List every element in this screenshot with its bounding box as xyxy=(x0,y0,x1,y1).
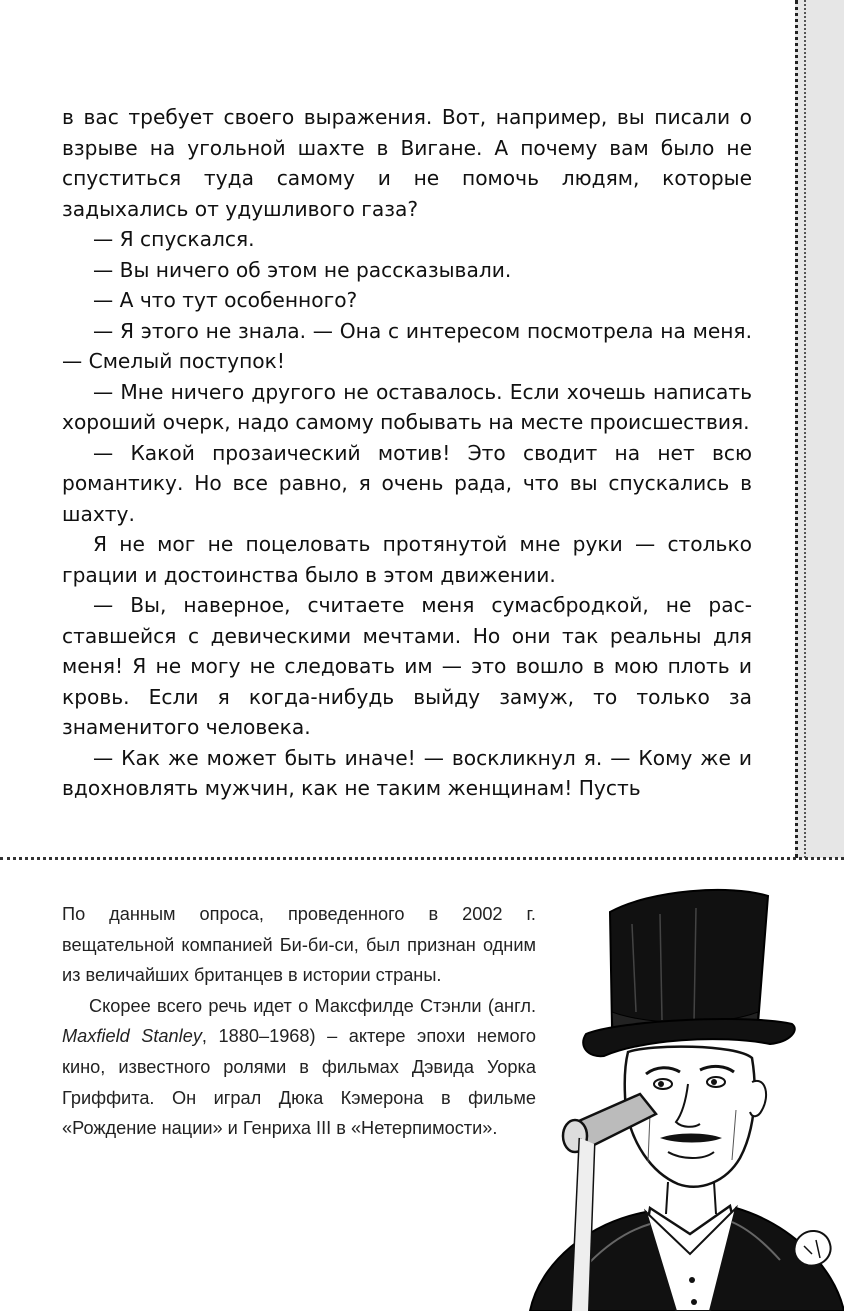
paragraph: — Вы ничего об этом не рассказывали. xyxy=(93,257,512,282)
top-hat-gentleman-illustration xyxy=(500,862,844,1311)
footnotes xyxy=(62,899,536,1144)
footnote-text: , 1880–1968) – актере эпохи немого кино, известного ролями в фильмах Дэвида Уорка Гриффита. Он играл Дюка Кэмерона в фильме «Рождение нации» и Генриха III в «Нетерпимости». xyxy=(62,1026,536,1139)
gentleman-drawing-icon xyxy=(500,862,844,1311)
paragraph: — Какой прозаический мотив! Это сводит на нет всю романтику. Но все равно, я очень рада, что вы спускались в шахту. xyxy=(62,440,752,526)
paragraph: — Я спускался. xyxy=(93,227,255,251)
page-margin-strip xyxy=(795,0,844,858)
footnote: По данным опроса, проведенного в 2002 г. вещательной компанией Би-би-си, был признан одним из величайших британцев в истории страны. xyxy=(62,904,536,986)
paragraph: — Мне ничего другого не оставалось. Если хочешь написать хороший очерк, надо самому побывать на месте происшествия. xyxy=(62,379,752,434)
footnote-divider xyxy=(0,857,844,860)
paragraph: Я не мог не поцеловать протянутой мне руки — столько грации и достоинства было в этом движении. xyxy=(62,532,752,587)
footnote-italic-name: Maxfield Stanley xyxy=(62,1026,202,1047)
paragraph: — А что тут особенного? xyxy=(93,288,358,312)
main-text xyxy=(62,102,752,804)
footnote xyxy=(62,991,536,1144)
paragraph: — Я этого не знала. — Она с интересом посмотрела на меня. — Смелый поступок! xyxy=(62,318,752,373)
paragraph: — Вы, наверное, считаете меня сумасбродкой, не расставшейся с девическими мечтами. Но они так реальны для меня! Я не могу не следовать им — это вошло в мою плоть и кровь. Если я когда-нибудь выйду замуж, то только за знаменитого человека. xyxy=(62,593,752,739)
paragraph: в вас требует своего выражения. Вот, например, вы писали о взрыве на угольной шахте в Вигане. А почему вам было не спуститься туда самому и не помочь людям, которые задыхались от удушливого газа? xyxy=(62,105,752,221)
paragraph: — Как же может быть иначе! — воскликнул я. — Кому же и вдохновлять мужчин, как не таким женщинам! Пусть xyxy=(62,745,752,800)
footnote-text: Скорее всего речь идет о Максфилде Стэнли (англ. xyxy=(89,995,536,1016)
